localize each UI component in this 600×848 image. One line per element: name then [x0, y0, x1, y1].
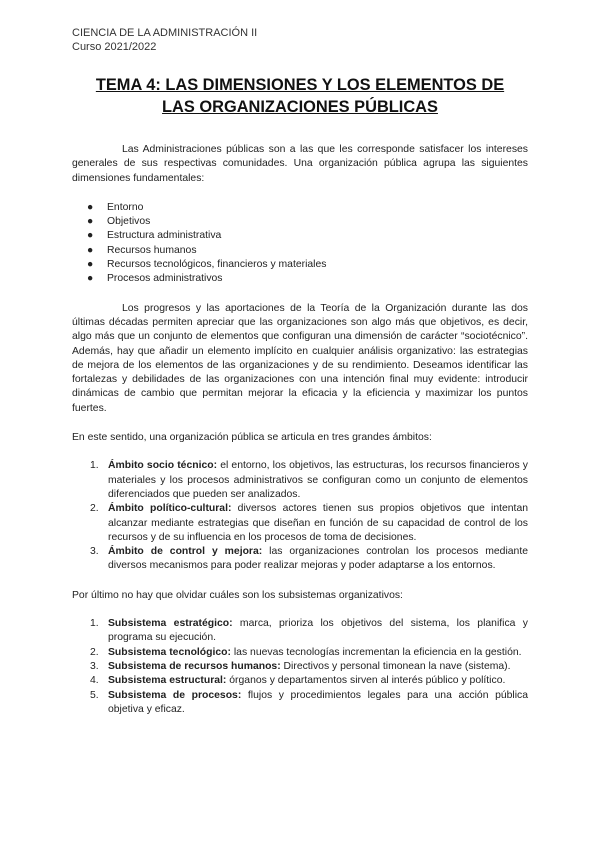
- list-item: 1. Subsistema estratégico: marca, prioriza los objetivos del sistema, los planifica y programa su ejecución.: [90, 618, 528, 644]
- bullet-icon: ●: [87, 259, 94, 271]
- bullet-icon: ●: [87, 273, 94, 285]
- bullet-icon: ●: [87, 216, 94, 228]
- item-term: Ámbito socio técnico:: [108, 460, 218, 472]
- list-item: ● Objetivos: [107, 215, 528, 229]
- list-item: ● Recursos tecnológicos, financieros y materiales: [107, 258, 528, 272]
- list-item: ● Recursos humanos: [107, 244, 528, 258]
- course-name: CIENCIA DE LA ADMINISTRACIÓN II: [72, 27, 258, 39]
- item-term: Subsistema tecnológico:: [108, 646, 231, 658]
- title-line-1: TEMA 4: LAS DIMENSIONES Y LOS ELEMENTOS DE: [95, 76, 505, 94]
- title-line-2: LAS ORGANIZACIONES PÚBLICAS: [162, 98, 438, 116]
- item-term: Subsistema estructural:: [108, 675, 227, 687]
- body-paragraph-subsistemas-intro: Por último no hay que olvidar cuáles son los subsistemas organizativos:: [72, 589, 403, 601]
- item-term: Ámbito de control y mejora:: [108, 546, 263, 558]
- list-item: ● Estructura administrativa: [107, 229, 528, 243]
- body-paragraph-ambitos-intro: En este sentido, una organización pública se articula en tres grandes ámbitos:: [72, 432, 432, 444]
- subsistemas-list: [72, 617, 528, 717]
- list-item: ● Entorno: [107, 201, 528, 215]
- item-term: Ámbito político-cultural:: [108, 503, 232, 515]
- item-term: Subsistema estratégico:: [108, 618, 233, 630]
- list-item: 1. Ámbito socio técnico: el entorno, los objetivos, las estructuras, los recursos financieros y materiales y los procesos administrativos se configuran como un conjunto de elementos diferenciados que pueden ser analizados.: [90, 460, 528, 500]
- list-item: 4. Subsistema estructural: órganos y departamentos sirven al interés público y político.: [90, 675, 506, 687]
- list-item: 5. Subsistema de procesos: flujos y procedimientos legales para una acción pública objetiva y eficaz.: [90, 689, 528, 715]
- item-term: Subsistema de procesos:: [108, 689, 242, 701]
- item-term: Subsistema de recursos humanos:: [108, 660, 281, 672]
- body-paragraph-teoria: Los progresos y las aportaciones de la Teoría de la Organización durante las dos últimas décadas permiten apreciar que las organizaciones son algo más que objetivos, es decir, algo más que un conjunto de elementos que configuran una dimensión de carácter “sociotécnico”. Además, hay que añadir un elemento implícito en cualquier análisis organizativo: las estrategias de mejora de los elementos de las organizaciones y de su rendimiento. Deseamos identificar las fortalezas y debilidades de las organizaciones con una intención final muy evidente: introducir dinámicas de cambio que permitan mejorar la eficacia y la eficiencia y maximizar los puntos fuertes.: [72, 302, 528, 414]
- document-header: [72, 26, 528, 54]
- list-item: ● Procesos administrativos: [107, 272, 528, 286]
- ambitos-list: [72, 459, 528, 573]
- list-item: 2. Subsistema tecnológico: las nuevas tecnologías incrementan la eficiencia en la gestión.: [90, 646, 522, 658]
- course-year: Curso 2021/2022: [72, 41, 157, 53]
- list-item: 2. Ámbito político-cultural: diversos actores tienen sus propios objetivos que intentan alcanzar mediante estrategias que diseñan en función de su capacidad de control de los recursos y de su influencia en los procesos de toma de decisiones.: [90, 503, 528, 543]
- list-item: 3. Ámbito de control y mejora: las organizaciones controlan los procesos mediante diversos mecanismos para poder realizar mejoras y poder adaptarse a los entornos.: [90, 546, 528, 572]
- bullet-icon: ●: [87, 244, 94, 256]
- intro-paragraph: Las Administraciones públicas son a las que les corresponde satisfacer los intereses generales de sus respectivas comunidades. Una organización pública agrupa las siguientes dimensiones fundamentales:: [72, 144, 528, 184]
- list-item: 3. Subsistema de recursos humanos: Directivos y personal timonean la nave (sistema).: [90, 660, 511, 672]
- bullet-icon: ●: [87, 230, 94, 242]
- dimensions-list: [72, 201, 528, 287]
- page-title: [72, 74, 528, 118]
- bullet-icon: ●: [87, 201, 94, 213]
